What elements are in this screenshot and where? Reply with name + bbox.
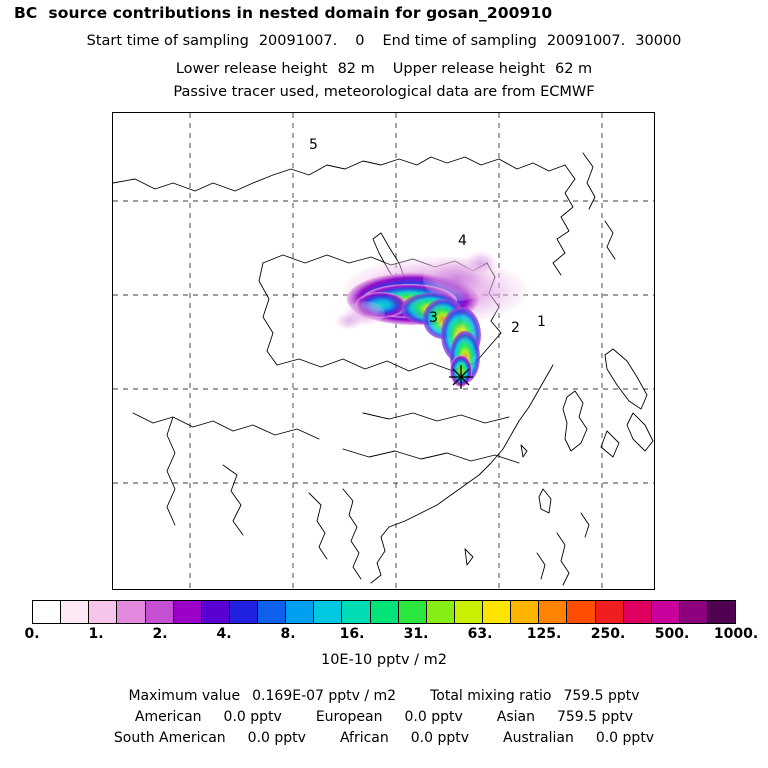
colorbar — [32, 600, 736, 624]
colorbar-tick: 0. — [24, 626, 40, 642]
grid-label-4: 4 — [458, 233, 467, 249]
start-time-value: 0 — [355, 33, 365, 49]
max-value-value: 0.169E-07 pptv / m2 — [252, 688, 397, 704]
colorbar-cell — [511, 601, 539, 623]
region-label-european: European — [315, 709, 383, 725]
colorbar-cell — [61, 601, 89, 623]
colorbar-tick: 8. — [280, 626, 296, 642]
colorbar-cell — [202, 601, 230, 623]
colorbar-tick: 16. — [339, 626, 365, 642]
upper-release-label: Upper release height — [392, 61, 545, 77]
colorbar-cell — [286, 601, 314, 623]
colorbar-cell — [314, 601, 342, 623]
colorbar-cell — [258, 601, 286, 623]
colorbar-cell — [146, 601, 174, 623]
colorbar-cell — [596, 601, 624, 623]
region-label-african: African — [339, 730, 389, 746]
colorbar-tick: 125. — [526, 626, 562, 642]
colorbar-tick: 31. — [403, 626, 429, 642]
colorbar-tick: 250. — [590, 626, 626, 642]
colorbar-cell — [455, 601, 483, 623]
colorbar-cell — [371, 601, 399, 623]
map-panel — [112, 112, 655, 590]
colorbar-cell — [483, 601, 511, 623]
region-label-australian: Australian — [503, 730, 574, 746]
start-date-value: 20091007. — [258, 33, 338, 49]
colorbar-cell — [708, 601, 735, 623]
stats-row-regions-2 — [0, 728, 768, 749]
region-value-european: 0.0 pptv — [404, 709, 463, 725]
colorbar-cell — [399, 601, 427, 623]
lower-release-label: Lower release height — [175, 61, 328, 77]
colorbar-cell — [624, 601, 652, 623]
colorbar-cell — [539, 601, 567, 623]
end-time-label: End time of sampling — [382, 33, 537, 49]
upper-release-value: 62 m — [554, 61, 593, 77]
map-coastlines — [113, 153, 653, 585]
colorbar-tick: 1. — [88, 626, 104, 642]
region-label-south-american: South American — [113, 730, 226, 746]
end-date-value: 20091007. — [546, 33, 626, 49]
colorbar-cell — [89, 601, 117, 623]
region-value-american: 0.0 pptv — [223, 709, 282, 725]
region-label-asian: Asian — [496, 709, 535, 725]
release-height-line — [0, 61, 768, 77]
total-mixing-ratio-value: 759.5 pptv — [563, 688, 640, 704]
statistics-footer — [0, 686, 768, 749]
colorbar-tick: 2. — [152, 626, 168, 642]
region-value-south-american: 0.0 pptv — [247, 730, 306, 746]
colorbar-tick: 1000. — [713, 626, 759, 642]
grid-label-5: 5 — [309, 137, 318, 153]
stats-row-max — [0, 686, 768, 707]
page-title: BC source contributions in nested domain for gosan_200910 — [14, 4, 553, 22]
colorbar-tick: 500. — [654, 626, 690, 642]
max-value-label: Maximum value — [128, 688, 241, 704]
colorbar-tick: 4. — [216, 626, 232, 642]
colorbar-cell — [174, 601, 202, 623]
region-label-american: American — [134, 709, 202, 725]
colorbar-cell — [342, 601, 370, 623]
total-mixing-ratio-label: Total mixing ratio — [430, 688, 552, 704]
colorbar-cell — [427, 601, 455, 623]
colorbar-cell — [567, 601, 595, 623]
sampling-time-line — [0, 33, 768, 49]
region-value-asian: 759.5 pptv — [556, 709, 634, 725]
colorbar-unit-label: 10E-10 pptv / m2 — [320, 652, 448, 668]
grid-label-2: 2 — [511, 320, 520, 336]
tracer-note: Passive tracer used, meteorological data are from ECMWF — [173, 84, 595, 100]
end-time-value: 30000 — [635, 33, 682, 49]
colorbar-cell — [117, 601, 145, 623]
grid-label-1: 1 — [537, 314, 546, 330]
region-value-african: 0.0 pptv — [410, 730, 470, 746]
colorbar-cell — [230, 601, 258, 623]
colorbar-cell — [33, 601, 61, 623]
map-graticule — [113, 113, 654, 589]
colorbar-cell — [652, 601, 680, 623]
grid-label-3: 3 — [429, 310, 438, 326]
colorbar-tick: 63. — [467, 626, 493, 642]
colorbar-tick-labels — [0, 626, 768, 646]
lower-release-value: 82 m — [337, 61, 375, 77]
region-value-australian: 0.0 pptv — [595, 730, 655, 746]
start-time-label: Start time of sampling — [86, 33, 249, 49]
colorbar-cell — [680, 601, 708, 623]
stats-row-regions-1 — [0, 707, 768, 728]
